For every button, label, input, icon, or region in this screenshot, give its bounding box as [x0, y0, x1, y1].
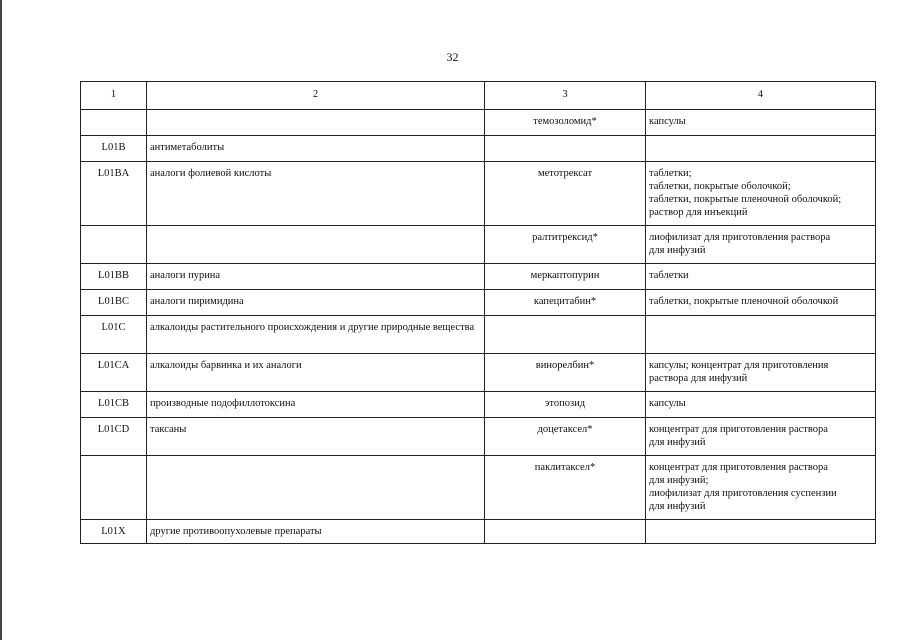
- atc-code-cell: L01X: [81, 520, 147, 544]
- group-name-cell: аналоги пиримидина: [147, 290, 485, 316]
- table-row: [81, 316, 876, 354]
- group-name-cell: антиметаболиты: [147, 136, 485, 162]
- table-row: [81, 392, 876, 418]
- table-row: [81, 520, 876, 544]
- atc-code-cell: L01BA: [81, 162, 147, 226]
- drug-name-cell: [485, 316, 646, 354]
- dosage-form-line: капсулы: [649, 398, 686, 409]
- atc-code-cell: L01CB: [81, 392, 147, 418]
- table-row: [81, 290, 876, 316]
- atc-code-cell: [81, 226, 147, 264]
- table-row: [81, 136, 876, 162]
- dosage-form-cell: [646, 418, 876, 456]
- drug-name-cell: капецитабин*: [485, 290, 646, 316]
- dosage-form-line: для инфузий;: [649, 475, 709, 486]
- dosage-form-cell: [646, 354, 876, 392]
- dosage-form-line: для инфузий: [649, 501, 706, 512]
- header-col-1: 1: [81, 82, 147, 110]
- drug-name-cell: [485, 520, 646, 544]
- dosage-form-line: лиофилизат для приготовления суспензии: [649, 488, 837, 499]
- table-row: [81, 162, 876, 226]
- table-row: [81, 456, 876, 520]
- dosage-form-cell: [646, 162, 876, 226]
- dosage-form-cell: [646, 456, 876, 520]
- dosage-form-line: капсулы; концентрат для приготовления: [649, 360, 829, 371]
- group-name-cell: [147, 110, 485, 136]
- group-name-cell: производные подофиллотоксина: [147, 392, 485, 418]
- dosage-form-line: раствора для инфузий: [649, 373, 748, 384]
- dosage-form-line: для инфузий: [649, 437, 706, 448]
- page-left-edge: [0, 0, 2, 640]
- atc-code-cell: L01B: [81, 136, 147, 162]
- dosage-form-line: таблетки: [649, 270, 689, 281]
- drug-name-cell: доцетаксел*: [485, 418, 646, 456]
- group-name-cell: алкалоиды растительного происхождения и другие природные вещества: [147, 316, 485, 354]
- atc-code-cell: L01CD: [81, 418, 147, 456]
- dosage-form-cell: [646, 520, 876, 544]
- group-name-cell: [147, 226, 485, 264]
- atc-code-cell: L01CA: [81, 354, 147, 392]
- table-row: [81, 110, 876, 136]
- drug-name-cell: этопозид: [485, 392, 646, 418]
- atc-code-cell: L01BB: [81, 264, 147, 290]
- table-body: [81, 110, 876, 544]
- group-name-cell: другие противоопухолевые препараты: [147, 520, 485, 544]
- drug-name-cell: паклитаксел*: [485, 456, 646, 520]
- group-name-cell: таксаны: [147, 418, 485, 456]
- header-col-2: 2: [147, 82, 485, 110]
- atc-code-cell: L01BC: [81, 290, 147, 316]
- dosage-form-cell: [646, 290, 876, 316]
- header-row: [81, 82, 876, 110]
- dosage-form-cell: [646, 316, 876, 354]
- dosage-form-cell: [646, 136, 876, 162]
- group-name-cell: аналоги пурина: [147, 264, 485, 290]
- dosage-form-line: таблетки, покрытые оболочкой;: [649, 181, 791, 192]
- header-col-4: 4: [646, 82, 876, 110]
- dosage-form-line: лиофилизат для приготовления раствора: [649, 232, 831, 243]
- dosage-form-line: концентрат для приготовления раствора: [649, 424, 828, 435]
- group-name-cell: аналоги фолиевой кислоты: [147, 162, 485, 226]
- dosage-form-line: таблетки, покрытые пленочной оболочкой;: [649, 194, 842, 205]
- drug-name-cell: темозоломид*: [485, 110, 646, 136]
- dosage-form-line: концентрат для приготовления раствора: [649, 462, 828, 473]
- page-number: 32: [446, 50, 459, 64]
- drug-name-cell: [485, 136, 646, 162]
- table-row: [81, 354, 876, 392]
- dosage-form-line: капсулы: [649, 116, 686, 127]
- drug-name-cell: ралтитрексид*: [485, 226, 646, 264]
- dosage-form-cell: [646, 264, 876, 290]
- table-row: [81, 418, 876, 456]
- drug-name-cell: винорелбин*: [485, 354, 646, 392]
- dosage-form-line: таблетки, покрытые пленочной оболочкой: [649, 296, 839, 307]
- atc-code-cell: [81, 456, 147, 520]
- dosage-form-cell: [646, 392, 876, 418]
- drug-name-cell: метотрексат: [485, 162, 646, 226]
- dosage-form-line: для инфузий: [649, 245, 706, 256]
- dosage-form-cell: [646, 226, 876, 264]
- medication-table: [80, 81, 876, 544]
- dosage-form-line: таблетки;: [649, 168, 692, 179]
- group-name-cell: алкалоиды барвинка и их аналоги: [147, 354, 485, 392]
- atc-code-cell: L01C: [81, 316, 147, 354]
- dosage-form-line: раствор для инъекций: [649, 207, 748, 218]
- drug-name-cell: меркаптопурин: [485, 264, 646, 290]
- table-row: [81, 264, 876, 290]
- table-row: [81, 226, 876, 264]
- header-col-3: 3: [485, 82, 646, 110]
- group-name-cell: [147, 456, 485, 520]
- atc-code-cell: [81, 110, 147, 136]
- dosage-form-cell: [646, 110, 876, 136]
